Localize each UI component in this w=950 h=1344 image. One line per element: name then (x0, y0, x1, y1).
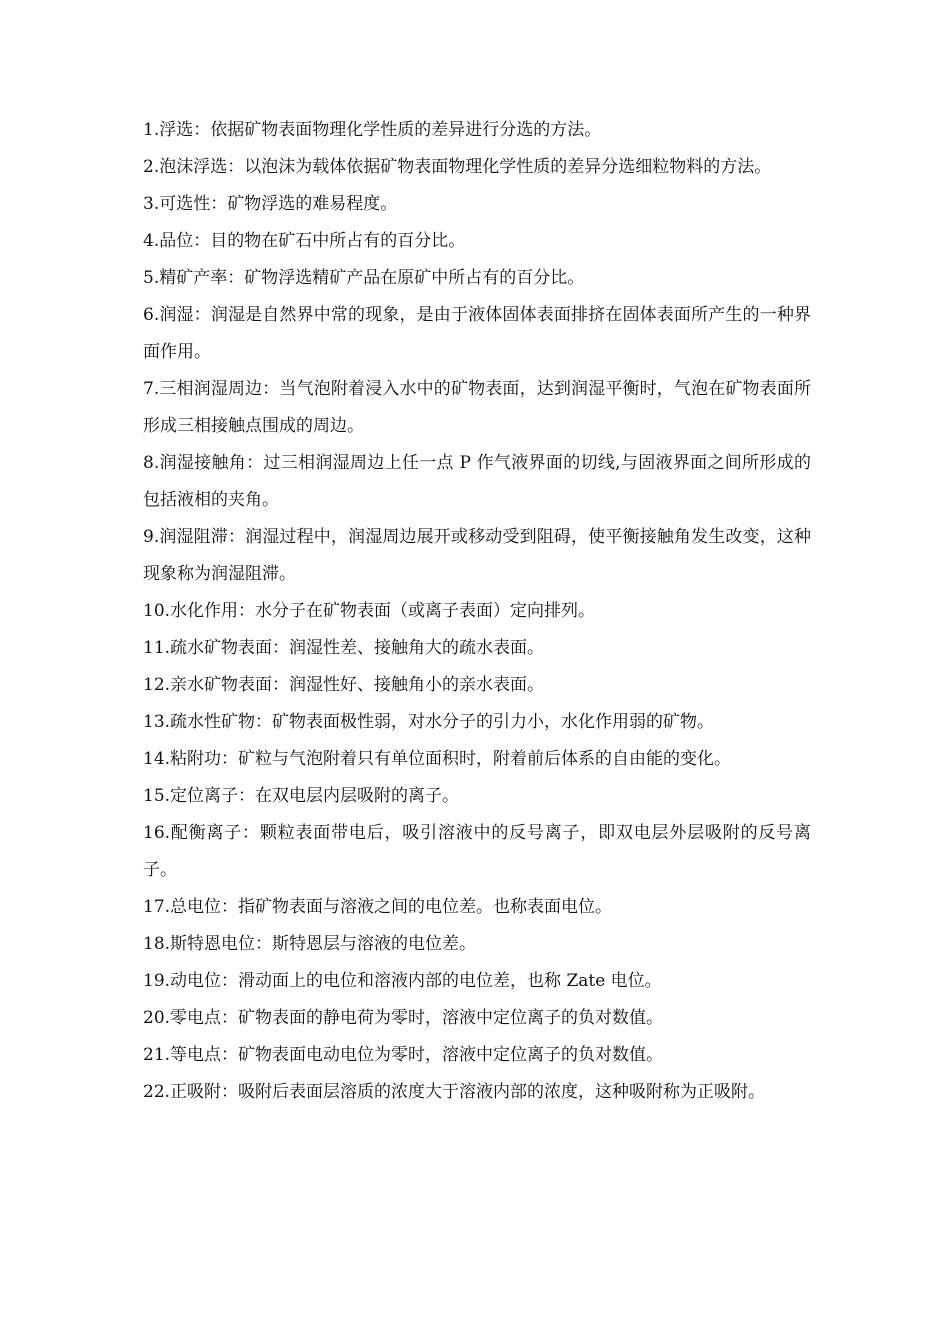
definition-entry-14: 14.粘附功：矿粒与气泡附着只有单位面积时，附着前后体系的自由能的变化。 (143, 749, 732, 769)
definition-entry-10: 10.水化作用：水分子在矿物表面（或离子表面）定向排列。 (143, 601, 596, 621)
definition-entry-3: 3.可选性：矿物浮选的难易程度。 (143, 194, 398, 214)
definition-entry-7: 7.三相润湿周边：当气泡附着浸入水中的矿物表面，达到润湿平衡时，气泡在矿物表面所形成三相接触点围成的周边。 (143, 379, 811, 436)
definition-entry-21: 21.等电点：矿物表面电动电位为零时，溶液中定位离子的负对数值。 (143, 1045, 664, 1065)
definition-entry-20: 20.零电点：矿物表面的静电荷为零时，溶液中定位离子的负对数值。 (143, 1008, 664, 1028)
definition-entry-17: 17.总电位：指矿物表面与溶液之间的电位差。也称表面电位。 (143, 897, 613, 917)
definition-entry-4: 4.品位：目的物在矿石中所占有的百分比。 (143, 231, 466, 251)
definition-entry-22: 22.正吸附：吸附后表面层溶质的浓度大于溶液内部的浓度，这种吸附称为正吸附。 (143, 1082, 766, 1102)
definition-entry-13: 13.疏水性矿物：矿物表面极性弱，对水分子的引力小，水化作用弱的矿物。 (143, 712, 715, 732)
definition-entry-18: 18.斯特恩电位：斯特恩层与溶液的电位差。 (143, 934, 477, 954)
definition-entry-11: 11.疏水矿物表面：润湿性差、接触角大的疏水表面。 (143, 638, 545, 658)
document-page (143, 112, 811, 1111)
definition-entry-9: 9.润湿阻滞：润湿过程中，润湿周边展开或移动受到阻碍，使平衡接触角发生改变，这种现象称为润湿阻滞。 (143, 527, 811, 584)
definition-entry-16: 16.配衡离子：颗粒表面带电后，吸引溶液中的反号离子，即双电层外层吸附的反号离子。 (143, 823, 811, 880)
definition-entry-19: 19.动电位：滑动面上的电位和溶液内部的电位差，也称 Zate 电位。 (143, 971, 662, 991)
definition-entry-2: 2.泡沫浮选：以泡沫为载体依据矿物表面物理化学性质的差异分选细粒物料的方法。 (143, 157, 772, 177)
definition-entry-8: 8.润湿接触角：过三相润湿周边上任一点 P 作气液界面的切线,与固液界面之间所形成的包括液相的夹角。 (143, 453, 811, 510)
definition-entry-12: 12.亲水矿物表面：润湿性好、接触角小的亲水表面。 (143, 675, 545, 695)
definition-entry-1: 1.浮选：依据矿物表面物理化学性质的差异进行分选的方法。 (143, 120, 602, 140)
definition-entry-5: 5.精矿产率：矿物浮选精矿产品在原矿中所占有的百分比。 (143, 268, 585, 288)
definition-entry-6: 6.润湿：润湿是自然界中常的现象，是由于液体固体表面排挤在固体表面所产生的一种界面作用。 (143, 305, 811, 362)
definition-entry-15: 15.定位离子：在双电层内层吸附的离子。 (143, 786, 460, 806)
